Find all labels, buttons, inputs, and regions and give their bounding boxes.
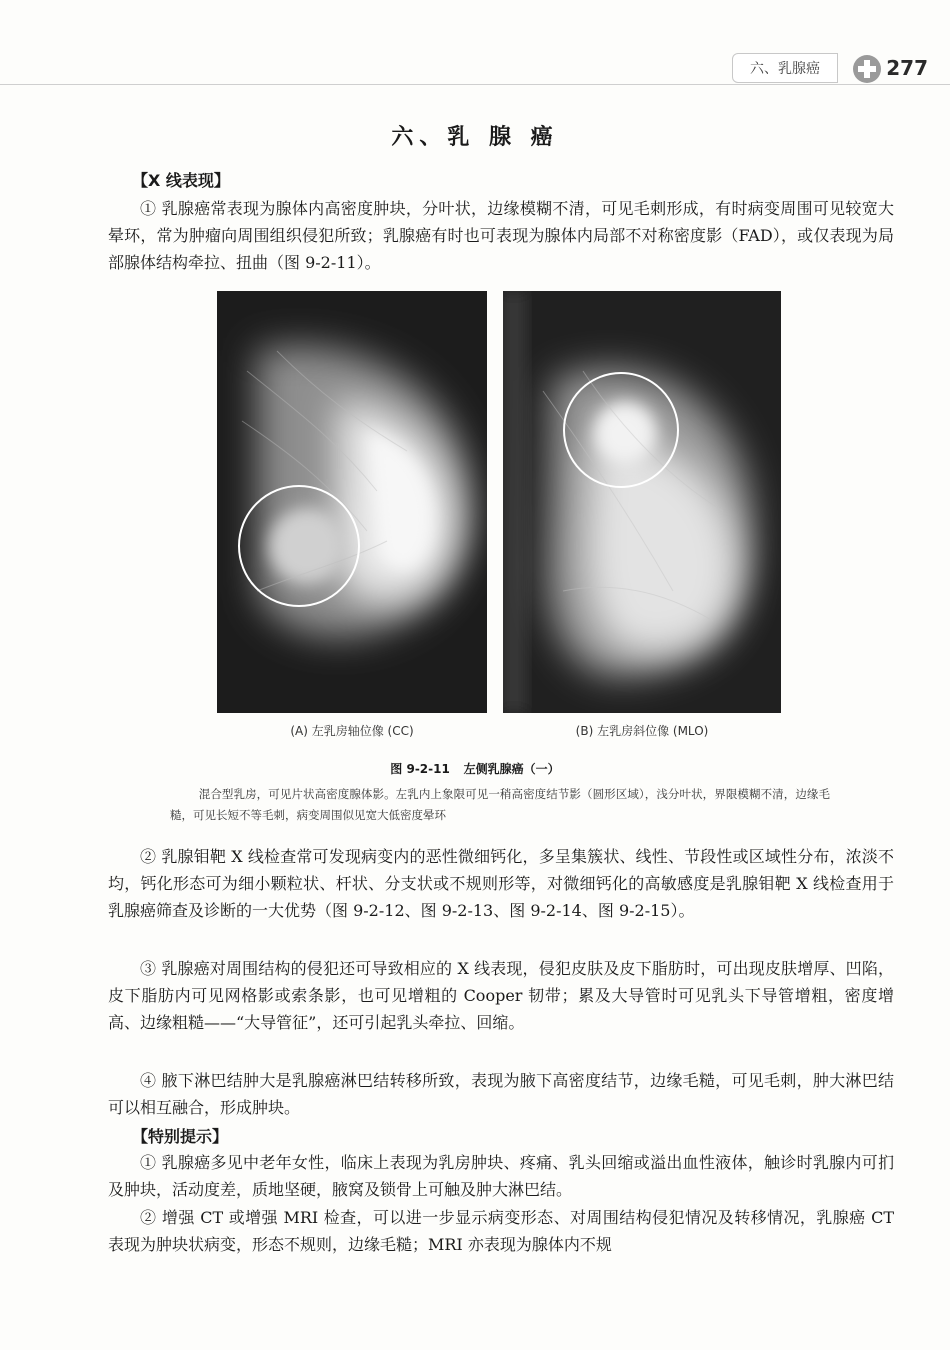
figure-caption: 左侧乳腺癌（一） [463, 762, 560, 776]
page-number: 277 [886, 56, 928, 80]
tips-heading: 【特别提示】 [132, 1127, 229, 1146]
panel-b-label: (B) 左乳房斜位像 (MLO) [575, 724, 709, 738]
panel-a-label: (A) 左乳房轴位像 (CC) [290, 724, 414, 738]
section-tab: 六、乳腺癌 [732, 53, 838, 83]
cross-icon [852, 54, 882, 84]
mammogram-mlo-image [503, 291, 781, 713]
figure-title [0, 760, 950, 777]
tips-paragraph-2: ② 增强 CT 或增强 MRI 检查，可以进一步显示病变形态、对周围结构侵犯情况及转移情况，乳腺癌 CT 表现为肿块状病变，形态不规则，边缘毛糙；MRI 亦表现为腺体内不规 [108, 1208, 894, 1254]
mammogram-cc-image [217, 291, 487, 713]
xray-paragraph-3: ③ 乳腺癌对周围结构的侵犯还可导致相应的 X 线表现，侵犯皮肤及皮下脂肪时，可出现皮肤增厚、凹陷，皮下脂肪内可见网格影或索条影，也可见增粗的 Cooper 韧带；累及大导管时可见乳头下导管增粗，密度增高、边缘粗糙——“大导管征”，还可引起乳头牵拉、回缩。 [108, 959, 894, 1032]
xray-paragraph-4: ④ 腋下淋巴结肿大是乳腺癌淋巴结转移所致，表现为腋下高密度结节，边缘毛糙，可见毛刺，肿大淋巴结可以相互融合，形成肿块。 [108, 1071, 894, 1117]
header-rule [0, 84, 950, 85]
section-title: 六、乳 腺 癌 [391, 125, 559, 150]
xray-heading: 【X 线表现】 [132, 171, 230, 190]
figure-number: 图 9-2-11 [390, 762, 450, 776]
xray-paragraph-2: ② 乳腺钼靶 X 线检查常可发现病变内的恶性微细钙化，多呈集簇状、线性、节段性或区域性分布，浓淡不均，钙化形态可为细小颗粒状、杆状、分支状或不规则形等，对微细钙化的高敏感度是乳腺钼靶 X 线检查用于乳腺癌筛查及诊断的一大优势（图 9-2-12、图 9-2-13、图 9-2-14、图 9-2-15）。 [108, 847, 894, 920]
xray-paragraph-1: ① 乳腺癌常表现为腺体内高密度肿块，分叶状，边缘模糊不清，可见毛刺形成，有时病变周围可见较宽大晕环，常为肿瘤向周围组织侵犯所致；乳腺癌有时也可表现为腺体内局部不对称密度影（FAD），或仅表现为局部腺体结构牵拉、扭曲（图 9-2-11）。 [108, 199, 894, 272]
figure-description: 混合型乳房，可见片状高密度腺体影。左乳内上象限可见一稍高密度结节影（圆形区域），浅分叶状，界限模糊不清，边缘毛糙，可见长短不等毛刺，病变周围似见宽大低密度晕环 [170, 787, 830, 822]
tips-paragraph-1: ① 乳腺癌多见中老年女性，临床上表现为乳房肿块、疼痛、乳头回缩或溢出血性液体，触诊时乳腺内可扪及肿块，活动度差，质地坚硬，腋窝及锁骨上可触及肿大淋巴结。 [108, 1153, 894, 1199]
